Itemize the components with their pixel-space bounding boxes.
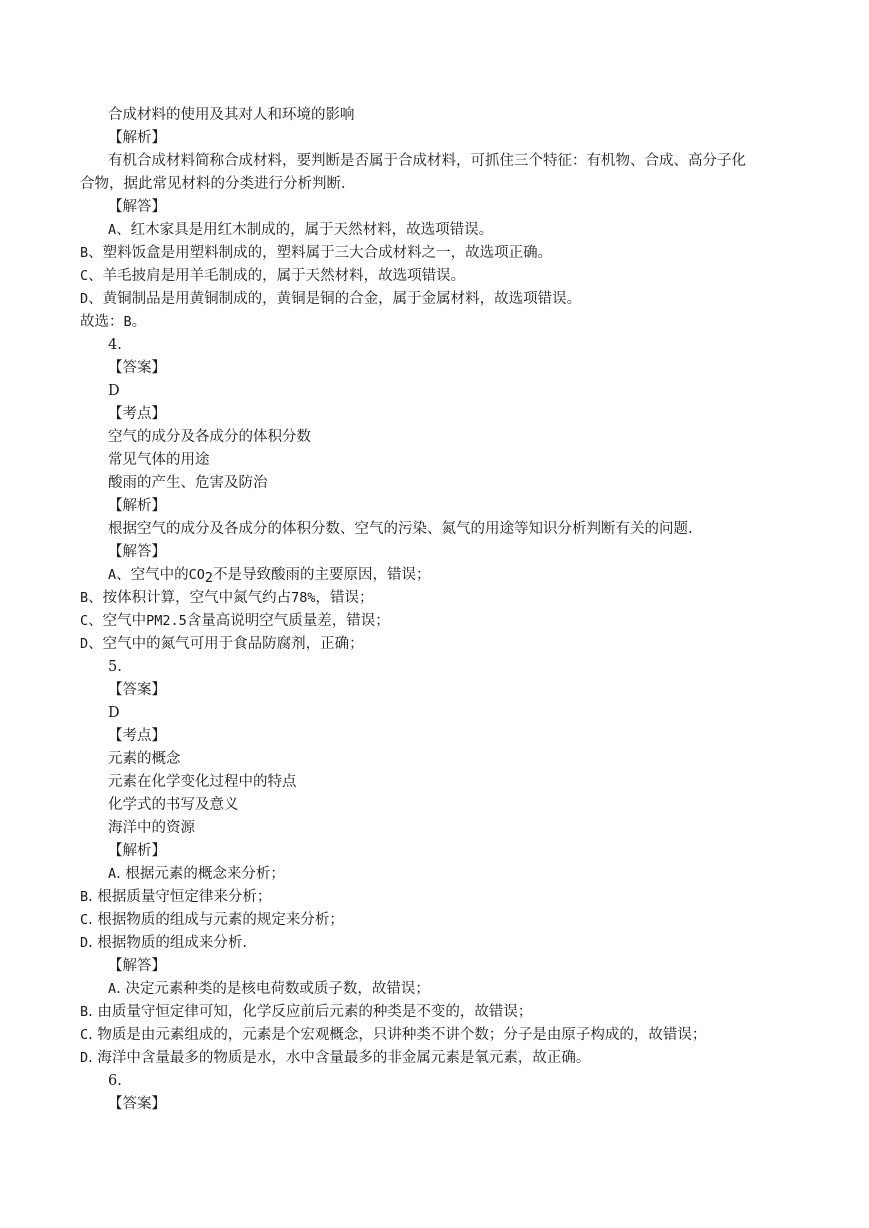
solution-option-d: D、空气中的氮气可用于食品防腐剂，正确； <box>80 636 364 652</box>
answer-value: D <box>108 705 120 721</box>
section-heading-solution: 【解答】 <box>108 958 166 974</box>
section-heading-topic: 【考点】 <box>108 406 166 422</box>
section-heading-solution: 【解答】 <box>108 544 166 560</box>
section-heading-answer: 【答案】 <box>108 682 166 698</box>
solution-option-a: A. 决定元素种类的是核电荷数或质子数，故错误； <box>108 981 430 997</box>
section-heading-analysis: 【解析】 <box>108 843 166 859</box>
topic-line: 元素在化学变化过程中的特点 <box>108 774 297 790</box>
solution-option-d: D、黄铜制品是用黄铜制成的，黄铜是铜的合金，属于金属材料，故选项错误。 <box>80 291 582 307</box>
solution-option-b: B、塑料饭盒是用塑料制成的，塑料属于三大合成材料之一，故选项正确。 <box>80 245 553 261</box>
topic-line: 元素的概念 <box>108 751 181 767</box>
topic-line: 酸雨的产生、危害及防治 <box>108 475 268 491</box>
analysis-option-a: A. 根据元素的概念来分析； <box>108 866 285 882</box>
section-heading-topic: 【考点】 <box>108 728 166 744</box>
question-number-6: 6. <box>108 1073 122 1089</box>
solution-option-a: A、空气中的$CO_2$不是导致酸雨的主要原因，错误； <box>108 567 431 586</box>
solution-option-b: B. 由质量守恒定律可知，化学反应前后元素的种类是不变的，故错误； <box>80 1004 533 1020</box>
topic-line: 常见气体的用途 <box>108 452 210 468</box>
section-heading-analysis: 【解析】 <box>108 130 166 146</box>
topic-line: 化学式的书写及意义 <box>108 797 239 813</box>
solution-option-d: D. 海洋中含量最多的物质是水，水中含量最多的非金属元素是氧元素，故正确。 <box>80 1050 591 1066</box>
analysis-text-continued: 合物，据此常见材料的分类进行分析判断. <box>80 176 346 192</box>
question-number-5: 5. <box>108 659 122 675</box>
section-heading-answer: 【答案】 <box>108 1096 166 1112</box>
analysis-option-b: B. 根据质量守恒定律来分析； <box>80 889 272 905</box>
topic-line: 海洋中的资源 <box>108 820 195 836</box>
section-heading-answer: 【答案】 <box>108 360 166 376</box>
topic-line: 合成材料的使用及其对人和环境的影响 <box>108 107 355 123</box>
analysis-text: 有机合成材料简称合成材料，要判断是否属于合成材料，可抓住三个特征：有机物、合成、高分子化 <box>108 153 746 169</box>
solution-option-c: C、空气中PM2.5含量高说明空气质量差，错误； <box>80 613 390 629</box>
answer-value: D <box>108 383 120 399</box>
topic-line: 空气的成分及各成分的体积分数 <box>108 429 311 445</box>
section-heading-solution: 【解答】 <box>108 199 166 215</box>
section-heading-analysis: 【解析】 <box>108 498 166 514</box>
solution-option-a: A、红木家具是用红木制成的，属于天然材料，故选项错误。 <box>108 222 494 238</box>
analysis-option-d: D. 根据物质的组成来分析. <box>80 935 247 951</box>
solution-option-c: C、羊毛披肩是用羊毛制成的，属于天然材料，故选项错误。 <box>80 268 466 284</box>
analysis-option-c: C. 根据物质的组成与元素的规定来分析； <box>80 912 344 928</box>
final-choice: 故选：B。 <box>80 314 147 330</box>
solution-option-c: C. 物质是由元素组成的，元素是个宏观概念，只讲种类不讲个数；分子是由原子构成的，故错误； <box>80 1027 707 1043</box>
question-number-4: 4. <box>108 337 122 353</box>
analysis-text: 根据空气的成分及各成分的体积分数、空气的污染、氮气的用途等知识分析判断有关的问题. <box>108 521 693 537</box>
solution-option-b: B、按体积计算，空气中氮气约占78%，错误； <box>80 590 374 606</box>
